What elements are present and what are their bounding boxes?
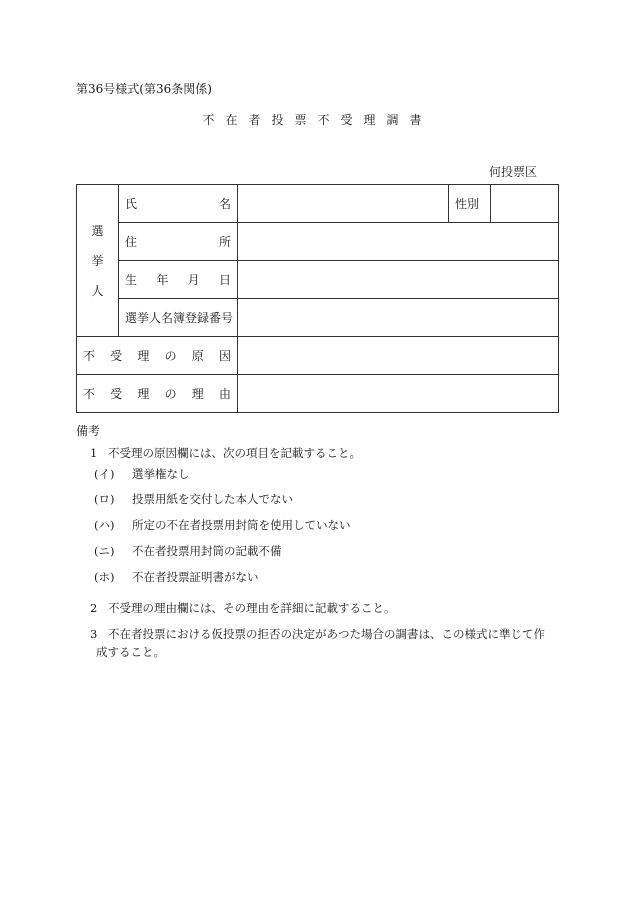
register-number-label: 選挙人名簿登録番号 (119, 299, 238, 337)
row-reason (77, 375, 559, 413)
address-field[interactable] (238, 223, 559, 261)
row-birthdate (77, 261, 559, 299)
row-address (77, 223, 559, 261)
note-3-continuation: 成すること。 (96, 645, 165, 659)
row-cause (77, 337, 559, 375)
reason-field[interactable] (238, 375, 559, 413)
district-label: 何投票区 (489, 165, 538, 179)
sub-item-ni: (ニ) 不在者投票用封筒の記載不備 (94, 544, 282, 558)
name-field[interactable] (238, 185, 449, 223)
sub-item-ho: (ホ) 不在者投票証明書がない (94, 570, 259, 584)
document-title: 不在者投票不受理調書 (202, 113, 433, 127)
birthdate-field[interactable] (238, 261, 559, 299)
row-name (77, 185, 559, 223)
voter-group-label: 選 挙 人 (77, 185, 119, 337)
form-number: 第36号様式(第36条関係) (76, 82, 212, 96)
gender-field[interactable] (491, 185, 559, 223)
note-1: 1 不受理の原因欄には、次の項目を記載すること。 (90, 446, 361, 460)
cause-label: 不 受 理 の 原 因 (77, 337, 238, 375)
note-2: 2 不受理の理由欄には、その理由を詳細に記載すること。 (90, 601, 396, 615)
survey-table (76, 184, 559, 413)
sub-item-ro: (ロ) 投票用紙を交付した本人でない (94, 492, 293, 506)
row-register (77, 299, 559, 337)
sub-item-ha: (ハ) 所定の不在者投票用封筒を使用していない (94, 518, 351, 532)
cause-field[interactable] (238, 337, 559, 375)
address-label: 住 所 (119, 223, 238, 261)
gender-label: 性別 (449, 185, 491, 223)
birthdate-label: 生 年 月 日 (119, 261, 238, 299)
register-number-field[interactable] (238, 299, 559, 337)
reason-label: 不 受 理 の 理 由 (77, 375, 238, 413)
notes-heading: 備考 (76, 424, 101, 438)
name-label: 氏 名 (119, 185, 238, 223)
sub-item-i: (イ) 選挙権なし (94, 467, 190, 481)
note-3: 3 不在者投票における仮投票の拒否の決定があつた場合の調書は、この様式に準じて作 (90, 627, 545, 641)
